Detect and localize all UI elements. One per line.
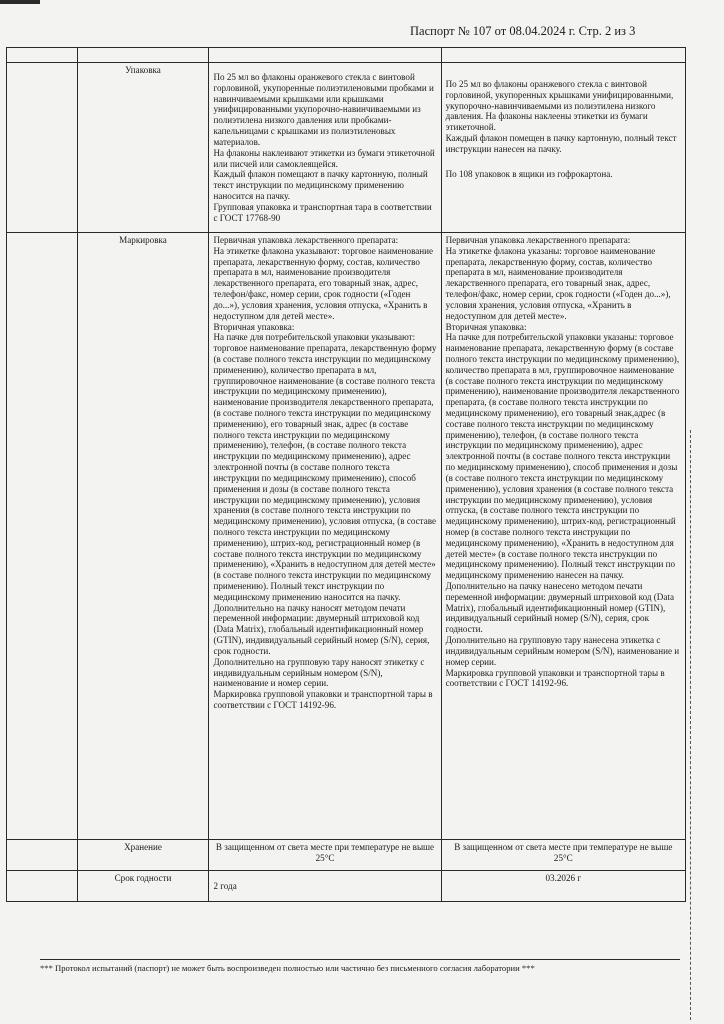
storage-requirement: В защищенном от света месте при температуре не выше 25°С bbox=[209, 840, 441, 871]
packaging-req-p1: По 25 мл во флаконы оранжевого стекла с винтовой горловиной, укупоренные полиэтиленовыми пробками и навинчиваемыми крышками или крышками унифицированными укупорочно-навинчиваемыми из полиэтилена низкого давления или пробками-капельницами с крышками из полиэтиленовых материалов. bbox=[213, 72, 434, 147]
row-label-shelf-life: Срок годности bbox=[77, 871, 209, 902]
row-label-packaging: Упаковка bbox=[77, 63, 209, 233]
packaging-res-p1: По 25 мл во флаконы оранжевого стекла с винтовой горловиной, укупоренных крышками унифицированными, укупорочно-навинчиваемыми из полиэтилена низкого давления. На флаконы наклеены этикетки из бумаги этикеточной. bbox=[445, 79, 674, 133]
packaging-req-p3: Каждый флакон помещают в пачку картонную, полный текст инструкции по медицинскому применению наносится на пачку. bbox=[213, 169, 428, 201]
table-row-marking bbox=[7, 233, 686, 840]
packaging-res-p2: Каждый флакон помещен в пачку картонную, полный текст инструкции нанесен на пачку. bbox=[445, 133, 677, 154]
marking-req-p3: Вторичная упаковка: bbox=[213, 321, 295, 332]
marking-res-p7: Маркировка групповой упаковки и транспортной тары в соответствии с ГОСТ 14192-96. bbox=[445, 667, 665, 689]
marking-requirement bbox=[209, 233, 441, 840]
packaging-req-p2: На флаконы наклеивают этикетки из бумаги этикеточной или писчей или самоклеящейся. bbox=[213, 147, 435, 169]
scan-edge-line bbox=[690, 430, 692, 1020]
marking-req-p1: Первичная упаковка лекарственного препарата: bbox=[213, 235, 399, 245]
shelf-life-requirement: 2 года bbox=[209, 871, 441, 902]
row-label-storage: Хранение bbox=[77, 840, 209, 871]
passport-table bbox=[6, 47, 686, 902]
page-footer: *** Протокол испытаний (паспорт) не может быть воспроизведен полностью или частично без письменного согласия лаборатории *** bbox=[40, 959, 680, 973]
row-label-marking: Маркировка bbox=[77, 233, 209, 840]
marking-res-p1: Первичная упаковка лекарственного препарата: bbox=[445, 235, 631, 245]
marking-req-p6: Дополнительно на групповую тару наносят этикетку с индивидуальным серийным номером (S/N), наименование и номер серии. bbox=[213, 656, 425, 689]
packaging-requirement bbox=[209, 63, 441, 233]
marking-result bbox=[441, 233, 685, 840]
table-row-shelf-life bbox=[7, 871, 686, 902]
marking-req-p5: Дополнительно на пачку наносят методом печати переменной информации: двумерный штриховой код (Data Matrix), глобальный идентификационный номер (GTIN), индивидуальный серийный номер (S/N), серия, срок годности. bbox=[213, 602, 430, 656]
marking-res-p2: На этикетке флакона указаны: торговое наименование препарата, лекарственную форму, состав, количество препарата в мл, наименование производителя лекарственного препарата, его товарный знак, адрес, телефон/факс, номер серии, срок годности («Годен до...»), условия хранения, условия отпуска, «Хранить в недоступном для детей месте». bbox=[445, 245, 671, 321]
storage-result: В защищенном от света месте при температуре не выше 25°С bbox=[441, 840, 685, 871]
marking-res-p3: Вторичная упаковка: bbox=[445, 321, 527, 332]
marking-req-p7: Маркировка групповой упаковки и транспортной тары в соответствии с ГОСТ 14192-96. bbox=[213, 689, 433, 710]
packaging-req-p4: Групповая упаковка и транспортная тара в соответствии с ГОСТ 17768-90 bbox=[213, 201, 432, 223]
table-row-storage bbox=[7, 840, 686, 871]
marking-res-p6: Дополнительно на групповую тару нанесена этикетка с индивидуальным серийным номером (S/N), наименование и номер серии. bbox=[445, 635, 680, 667]
shelf-life-result: 03.2026 г bbox=[441, 871, 685, 902]
packaging-res-p3: По 108 упаковок в ящики из гофрокартона. bbox=[445, 168, 613, 179]
scan-edge-mark bbox=[0, 0, 40, 4]
table-top-row bbox=[7, 48, 686, 63]
marking-req-p4: На пачке для потребительской упаковки указывают: торговое наименование препарата, лекарственную форму (в составе полного текста инструкции по медицинскому применению), количество препарата в мл, группировочное наименование (в составе полного текста инструкции по медицинскому применению), наименование производителя лекарственного препарата, (в составе полного текста инструкции по медицинскому применению), его товарный знак, адрес (в составе полного текста инструкции по медицинскому применению), телефон, (в составе полного текста инструкции по медицинскому применению), адрес электронной почты (в составе полного текста инструкции по медицинскому применению), способ применения и дозы (в составе полного текста инструкции по медицинскому применению), условия хранения (в составе полного текста инструкции по медицинскому применению), условия отпуска, (в составе полного текста инструкции по медицинскому применению), штрих-код, регистрационный номер (в составе полного текста инструкции по медицинскому применению), «Хранить в недоступном для детей месте» (в составе полного текста инструкции по медицинскому применению). Полный текст инструкции по медицинскому применению наносится на пачку. bbox=[213, 332, 437, 602]
page-header: Паспорт № 107 от 08.04.2024 г. Стр. 2 из 3 bbox=[410, 24, 636, 38]
table-row-packaging bbox=[7, 63, 686, 233]
marking-res-p5: Дополнительно на пачку нанесено методом печати переменной информации: двумерный штриховой код (Data Matrix), глобальный идентификационный номер (GTIN), индивидуальный серийный номер (S/N), серия, срок годности. bbox=[445, 581, 674, 635]
marking-req-p2: На этикетке флакона указывают: торговое наименование препарата, лекарственную форму, состав, количество препарата в мл, наименование производителя лекарственного препарата, его товарный знак, адрес, телефон/факс, номер серии, срок годности («Годен до...»), условия хранения, условия отпуска, «Хранить в недоступном для детей месте». bbox=[213, 245, 434, 321]
packaging-result bbox=[441, 63, 685, 233]
marking-res-p4: На пачке для потребительской упаковки указаны: торговое наименование препарата, лекарственную форму (в составе полного текста инструкции по медицинскому применению), количество препарата в мл, группировочное наименование (в составе полного текста инструкции по медицинскому применению), наименование производителя лекарственного препарата, (в составе полного текста инструкции по медицинскому применению), его товарный знак,адрес (в составе полного текста инструкции по медицинскому применению), телефон, (в составе полного текста инструкции по медицинскому применению), адрес электронной почты (в составе полного текста инструкции по медицинскому применению), способ применения и дозы (в составе полного текста инструкции по медицинскому применению), условия хранения (в составе полного текста инструкции по медицинскому применению), условия отпуска, (в составе полного текста инструкции по медицинскому применению), штрих-код, регистрационный номер (в составе полного текста инструкции по медицинскому применению), «Хранить в недоступном для детей месте» (в составе полного текста инструкции по медицинскому применению). Полный текст инструкции по медицинскому применению нанесен на пачку. bbox=[445, 332, 680, 581]
